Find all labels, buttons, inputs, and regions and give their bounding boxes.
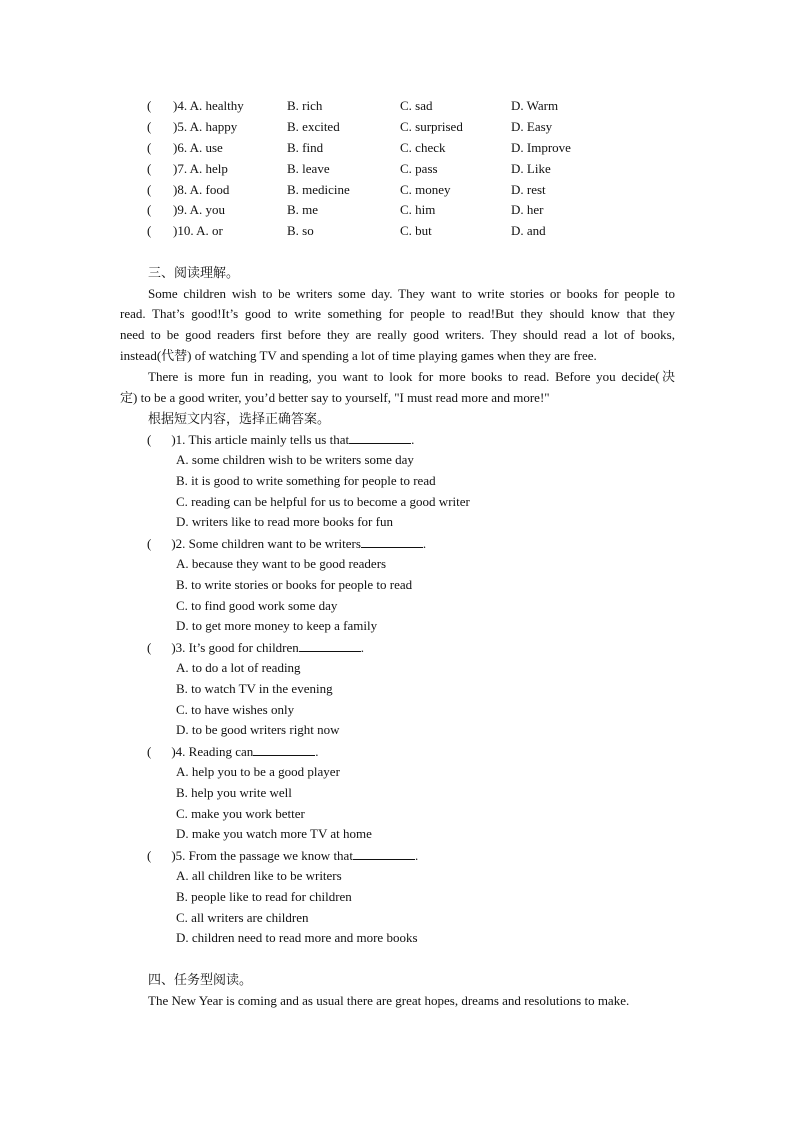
option-b: B. rich — [287, 98, 323, 113]
section-heading-reading: 三、阅读理解。 — [148, 265, 240, 280]
choice: A. to do a lot of reading — [176, 660, 301, 675]
option-a: )10. A. or — [173, 223, 223, 238]
passage-line: The New Year is coming and as usual there are great hopes, dreams and resolutions to make. — [148, 993, 630, 1008]
choice: C. to find good work some day — [176, 598, 338, 613]
option-b: B. medicine — [287, 182, 350, 197]
choice: A. some children wish to be writers some day — [176, 452, 414, 467]
option-c: C. sad — [400, 98, 433, 113]
question-stem: )1. This article mainly tells us that — [171, 432, 350, 447]
option-a: )6. A. use — [173, 140, 223, 155]
answer-blank[interactable] — [349, 429, 411, 444]
choice: B. it is good to write something for people to read — [176, 473, 436, 488]
option-a: )7. A. help — [173, 161, 228, 176]
choice: B. help you write well — [176, 785, 292, 800]
choice: D. make you watch more TV at home — [176, 826, 372, 841]
option-d: D. Like — [511, 161, 551, 176]
passage-line: read. That’s good!It’s good to write something for people to read!But they should know that they — [120, 306, 675, 321]
option-b: B. leave — [287, 161, 330, 176]
answer-blank[interactable] — [299, 637, 361, 652]
option-b: B. me — [287, 202, 319, 217]
question-stem: )4. Reading can — [171, 744, 254, 759]
answer-paren: ( — [147, 161, 152, 176]
option-c: C. him — [400, 202, 436, 217]
option-b: B. find — [287, 140, 324, 155]
option-c: C. money — [400, 182, 451, 197]
option-d: D. and — [511, 223, 546, 238]
choice: D. to get more money to keep a family — [176, 618, 378, 633]
option-d: D. Warm — [511, 98, 559, 113]
option-a: )8. A. food — [173, 182, 230, 197]
answer-paren: ( — [147, 223, 152, 238]
choice: A. all children like to be writers — [176, 868, 342, 883]
option-d: D. her — [511, 202, 544, 217]
option-c: C. but — [400, 223, 432, 238]
answer-paren: ( — [147, 848, 152, 863]
answer-paren: ( — [147, 202, 152, 217]
answer-paren: ( — [147, 432, 152, 447]
option-d: D. rest — [511, 182, 546, 197]
option-c: C. check — [400, 140, 446, 155]
passage-line: 定) to be a good writer, you’d better say to yourself, "I must read more and more!" — [120, 390, 550, 405]
option-a: )9. A. you — [173, 202, 225, 217]
answer-paren: ( — [147, 744, 152, 759]
answer-paren: ( — [147, 182, 152, 197]
answer-blank[interactable] — [353, 845, 415, 860]
question-5: ( )5. From the passage we know that . — [147, 845, 418, 865]
choice: D. to be good writers right now — [176, 722, 340, 737]
answer-paren: ( — [147, 140, 152, 155]
option-b: B. so — [287, 223, 314, 238]
option-b: B. excited — [287, 119, 340, 134]
choice: A. help you to be a good player — [176, 764, 340, 779]
choice: C. make you work better — [176, 806, 305, 821]
answer-paren: ( — [147, 98, 152, 113]
choice: B. to write stories or books for people to read — [176, 577, 413, 592]
choice: C. all writers are children — [176, 910, 309, 925]
passage-line: instead(代替) of watching TV and spending a lot of time playing games when they are free. — [120, 348, 597, 363]
choice: C. to have wishes only — [176, 702, 295, 717]
question-stem: )3. It’s good for children — [171, 640, 299, 655]
option-c: C. pass — [400, 161, 438, 176]
passage-line: need to be good readers first before they are really good writers. They should read a lot of books, — [120, 327, 675, 342]
choice: D. writers like to read more books for fun — [176, 514, 393, 529]
question-2: ( )2. Some children want to be writers . — [147, 533, 426, 553]
passage-line: Some children wish to be writers some day. They want to write stories or books for people to — [148, 286, 675, 301]
question-1: ( )1. This article mainly tells us that . — [147, 429, 414, 449]
option-a: )4. A. healthy — [173, 98, 244, 113]
choice: D. children need to read more and more books — [176, 930, 418, 945]
answer-paren: ( — [147, 536, 152, 551]
question-3: ( )3. It’s good for children . — [147, 637, 364, 657]
answer-paren: ( — [147, 119, 152, 134]
answer-blank[interactable] — [253, 741, 315, 756]
question-4: ( )4. Reading can . — [147, 741, 319, 761]
passage-line: There is more fun in reading, you want to look for more books to read. Before you decide(决 — [148, 369, 675, 384]
choice: C. reading can be helpful for us to become a good writer — [176, 494, 470, 509]
instruction: 根据短文内容，选择正确答案。 — [148, 411, 331, 426]
choice: B. people like to read for children — [176, 889, 352, 904]
answer-blank[interactable] — [361, 533, 423, 548]
question-stem: )5. From the passage we know that — [171, 848, 353, 863]
option-d: D. Improve — [511, 140, 571, 155]
choice: B. to watch TV in the evening — [176, 681, 333, 696]
option-c: C. surprised — [400, 119, 463, 134]
section-heading-task-reading: 四、任务型阅读。 — [148, 972, 253, 987]
choice: A. because they want to be good readers — [176, 556, 387, 571]
option-d: D. Easy — [511, 119, 553, 134]
answer-paren: ( — [147, 640, 152, 655]
option-a: )5. A. happy — [173, 119, 238, 134]
question-stem: )2. Some children want to be writers — [171, 536, 361, 551]
